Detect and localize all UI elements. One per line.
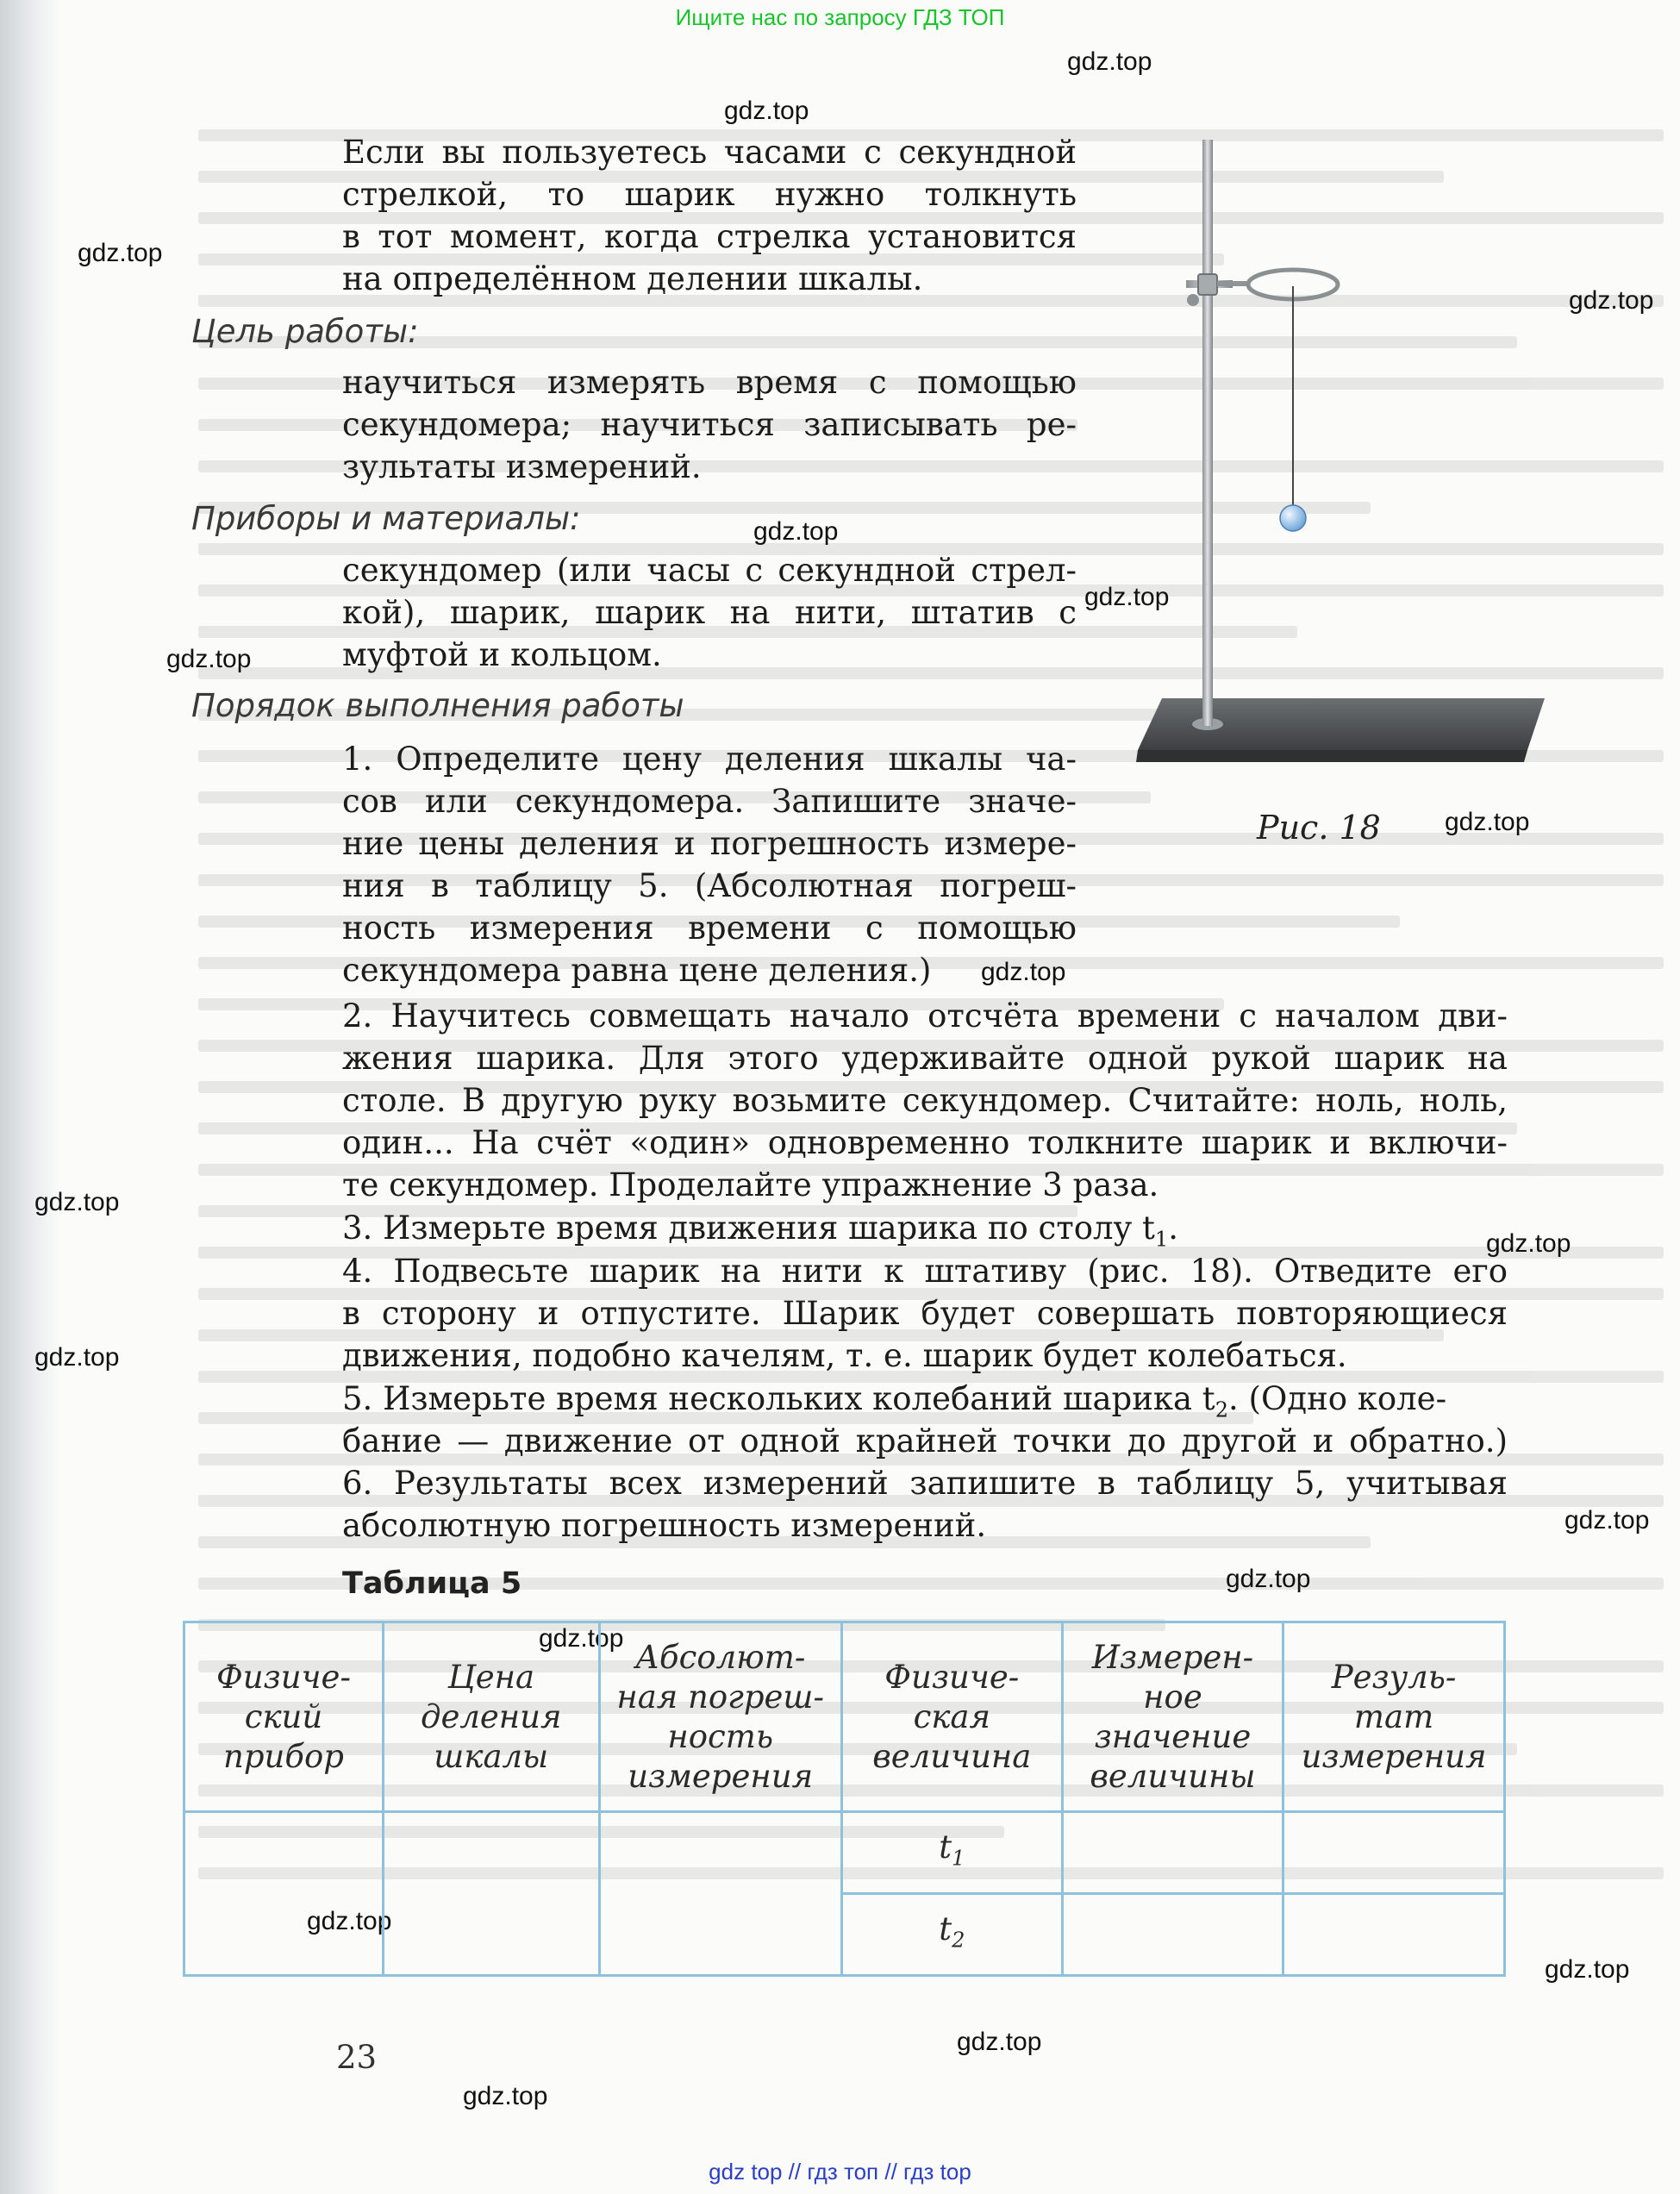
subscript: 2 xyxy=(952,1928,965,1953)
watermark: gdz.top xyxy=(957,2028,1042,2056)
watermark: gdz.top xyxy=(1084,583,1170,611)
watermark: gdz.top xyxy=(166,645,252,673)
goal-heading: Цель работы: xyxy=(191,313,419,350)
watermark: gdz.top xyxy=(1486,1229,1571,1258)
intro-line: в тот момент, когда стрелка установится xyxy=(342,218,1077,255)
error-cell xyxy=(599,1812,841,1976)
step-line: абсолютную погрешность измерений. xyxy=(342,1507,987,1544)
subscript: 1 xyxy=(952,1846,965,1871)
step-line: 6. Результаты всех измерений запишите в таблицу 5, учитывая xyxy=(342,1465,1508,1502)
watermark: gdz.top xyxy=(724,97,809,125)
step-line: бание — движение от одной крайней точки до другой и обратно.) xyxy=(342,1422,1508,1460)
step1-line: 1. Определите цену деления шкалы ча- xyxy=(342,741,1077,778)
watermark: gdz.top xyxy=(463,2082,548,2110)
footer-links[interactable]: gdz top // гдз топ // гдз top xyxy=(709,2159,971,2185)
device-cell xyxy=(184,1812,384,1976)
page-number: 23 xyxy=(336,2039,378,2076)
top-banner[interactable]: Ищите нас по запросу ГДЗ ТОП xyxy=(675,4,1005,30)
step-line: те секундомер. Проделайте упражнение 3 раза. xyxy=(342,1166,1159,1203)
step5-text: 5. Измерьте время нескольких колебаний шарика t xyxy=(342,1380,1215,1417)
watermark: gdz.top xyxy=(1545,1955,1630,1984)
quantity-symbol: t xyxy=(939,1910,952,1947)
clamp-muff xyxy=(1198,274,1217,295)
ball xyxy=(1280,505,1306,531)
results-table xyxy=(183,1621,1506,1977)
table-header-row xyxy=(184,1622,1505,1812)
watermark: gdz.top xyxy=(34,1188,120,1216)
header-cell: Измерен- ное значение величины xyxy=(1062,1622,1283,1812)
procedure-heading: Порядок выполнения работы xyxy=(191,687,684,724)
step1-line: сов или секундомера. Запишите значе- xyxy=(342,783,1077,820)
watermark: gdz.top xyxy=(1226,1565,1311,1593)
result-cell xyxy=(1283,1812,1505,1894)
step-line: 4. Подвесьте шарик на нити к штативу (рис. 18). Отведите его xyxy=(342,1253,1508,1290)
figure-caption: Рис. 18 xyxy=(1257,809,1381,847)
ring-holder xyxy=(1217,281,1250,286)
intro-line: стрелкой, то шарик нужно толкнуть xyxy=(342,176,1077,213)
header-cell: Абсолют- ная погреш- ность измерения xyxy=(599,1622,841,1812)
step1-line: ния в таблицу 5. (Абсолютная погреш- xyxy=(342,867,1077,904)
watermark: gdz.top xyxy=(1564,1506,1650,1535)
page-edge-shadow xyxy=(0,0,60,2194)
result-cell xyxy=(1283,1894,1505,1976)
period: . xyxy=(1168,1210,1178,1247)
subscript: 2 xyxy=(1215,1397,1228,1422)
materials-heading: Приборы и материалы: xyxy=(191,500,581,537)
header-cell: Физиче- ский прибор xyxy=(184,1622,384,1812)
step-line: столе. В другую руку возьмите секундомер. Считайте: ноль, ноль, xyxy=(342,1082,1508,1119)
stand-figure xyxy=(1121,129,1569,784)
intro-line: на определённом делении шкалы. xyxy=(342,260,923,297)
table-row xyxy=(184,1812,1505,1894)
step-line: жения шарика. Для этого удерживайте одной рукой шарик на xyxy=(342,1040,1508,1077)
step5-tail: . (Одно коле- xyxy=(1228,1380,1447,1417)
table-title: Таблица 5 xyxy=(342,1566,522,1601)
materials-line: муфтой и кольцом. xyxy=(342,636,662,673)
watermark: gdz.top xyxy=(307,1907,392,1935)
watermark: gdz.top xyxy=(34,1343,120,1372)
measured-value-cell xyxy=(1062,1812,1283,1894)
watermark: gdz.top xyxy=(981,958,1066,986)
step1-line: секундомера равна цене деления.) xyxy=(342,952,932,989)
header-cell: Цена деления шкалы xyxy=(383,1622,599,1812)
step3-text: 3. Измерьте время движения шарика по столу t xyxy=(342,1210,1155,1247)
step1-line: ние цены деления и погрешность измере- xyxy=(342,825,1077,862)
step1-line: ность измерения времени с помощью xyxy=(342,909,1077,947)
subscript: 1 xyxy=(1154,1227,1169,1252)
step-line: один... На счёт «один» одновременно толкните шарик и включи- xyxy=(342,1124,1508,1161)
quantity-symbol: t xyxy=(939,1828,952,1866)
measured-value-cell xyxy=(1062,1894,1283,1976)
goal-line: зультаты измерений. xyxy=(342,448,702,485)
quantity-cell xyxy=(841,1894,1062,1976)
goal-line: научиться измерять время с помощью xyxy=(342,364,1077,401)
materials-line: кой), шарик, шарик на нити, штатив с xyxy=(342,594,1077,631)
step-line: движения, подобно качелям, т. е. шарик будет колебаться. xyxy=(342,1337,1347,1374)
stand-rod xyxy=(1202,140,1213,726)
watermark: gdz.top xyxy=(1569,286,1654,315)
watermark: gdz.top xyxy=(539,1624,624,1653)
header-cell: Физиче- ская величина xyxy=(841,1622,1062,1812)
step-line: в сторону и отпустите. Шарик будет совершать повторяющиеся xyxy=(342,1295,1508,1332)
watermark: gdz.top xyxy=(753,517,839,546)
division-cell xyxy=(383,1812,599,1976)
goal-line: секундомера; научиться записывать ре- xyxy=(342,406,1077,443)
stand-base-edge xyxy=(1136,750,1527,762)
header-cell: Резуль- тат измерения xyxy=(1283,1622,1505,1812)
watermark: gdz.top xyxy=(1445,808,1530,836)
materials-line: секундомер (или часы с секундной стрел- xyxy=(342,552,1077,589)
quantity-cell xyxy=(841,1812,1062,1894)
intro-line: Если вы пользуетесь часами с секундной xyxy=(342,134,1077,171)
clamp-screw xyxy=(1187,294,1199,306)
watermark: gdz.top xyxy=(78,239,163,267)
watermark: gdz.top xyxy=(1067,47,1152,76)
step-line: 2. Научитесь совмещать начало отсчёта времени с началом дви- xyxy=(342,997,1508,1034)
